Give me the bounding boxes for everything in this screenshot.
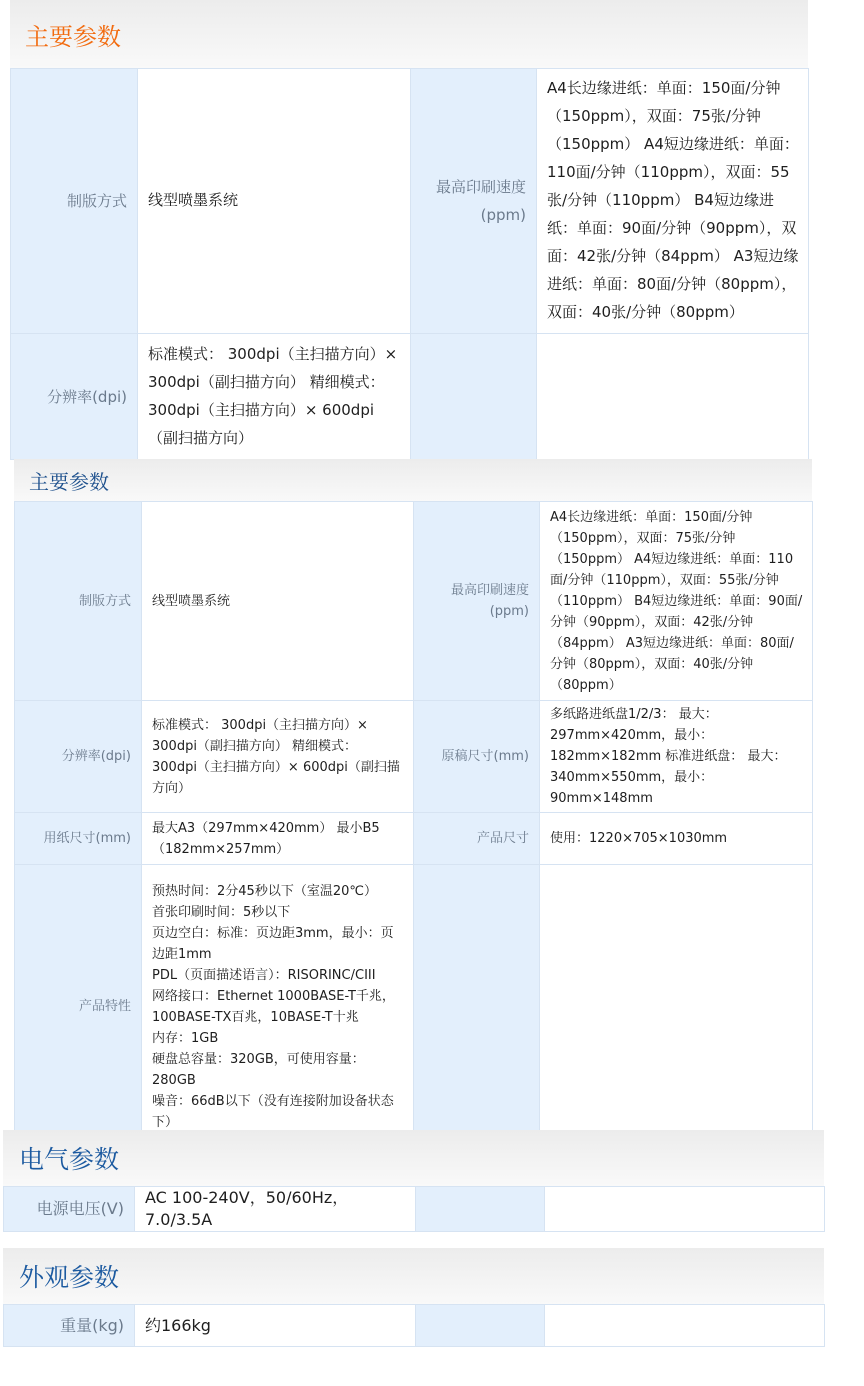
spec-label-weight: 重量(kg) xyxy=(4,1305,135,1347)
spec-value-paper-size: 最大A3（297mm×420mm） 最小B5（182mm×257mm） xyxy=(142,813,414,865)
spec-label-paper-size: 用纸尺寸(mm) xyxy=(15,813,142,865)
feature-line: 网络接口：Ethernet 1000BASE-T千兆，100BASE-TX百兆，10BASE-T十兆 xyxy=(152,988,395,1025)
spec-table xyxy=(14,501,813,1149)
spec-value-empty xyxy=(540,865,813,1149)
spec-label-plate-method: 制版方式 xyxy=(11,69,138,334)
spec-label-resolution: 分辨率(dpi) xyxy=(11,334,138,460)
spec-value-empty xyxy=(537,334,809,460)
spec-value-plate-method: 线型喷墨系统 xyxy=(138,69,411,334)
spec-value-max-print-speed: A4长边缘进纸：单面：150面/分钟（150ppm），双面：75张/分钟（150ppm） A4短边缘进纸：单面：110面/分钟（110ppm），双面：55张/分钟（110ppm） B4短边缘进纸：单面：90面/分钟（90ppm），双面：42张/分钟（84ppm） A3短边缘进纸：单面：80面/分钟（80ppm），双面：40张/分钟（80ppm） xyxy=(540,502,813,701)
spec-label-max-print-speed: 最高印刷速度(ppm) xyxy=(411,69,537,334)
main-params-section-primary xyxy=(10,0,808,460)
feature-line: 内存：1GB xyxy=(152,1030,219,1046)
spec-value-power-voltage: AC 100-240V，50/60Hz，7.0/3.5A xyxy=(135,1187,416,1232)
spec-label-empty xyxy=(416,1305,545,1347)
table-row xyxy=(11,334,809,460)
table-row xyxy=(11,69,809,334)
spec-label-power-voltage: 电源电压(V) xyxy=(4,1187,135,1232)
spec-value-plate-method: 线型喷墨系统 xyxy=(142,502,414,701)
spec-label-resolution: 分辨率(dpi) xyxy=(15,701,142,813)
table-row xyxy=(15,701,813,813)
section-title: 主要参数 xyxy=(29,469,109,494)
spec-value-empty xyxy=(545,1187,825,1232)
spec-value-product-dimensions: 使用：1220×705×1030mm xyxy=(540,813,813,865)
table-row xyxy=(15,865,813,1149)
spec-value-original-size: 多纸路进纸盘1/2/3： 最大：297mm×420mm，最小：182mm×182mm 标准进纸盘： 最大：340mm×550mm，最小：90mm×148mm xyxy=(540,701,813,813)
section-title: 外观参数 xyxy=(19,1263,120,1292)
spec-label-product-features: 产品特性 xyxy=(15,865,142,1149)
spec-label-plate-method: 制版方式 xyxy=(15,502,142,701)
section-header xyxy=(10,0,808,68)
feature-line: 硬盘总容量：320GB，可使用容量：280GB xyxy=(152,1051,365,1088)
spec-value-resolution: 标准模式： 300dpi（主扫描方向）× 300dpi（副扫描方向） 精细模式： 300dpi（主扫描方向）× 600dpi（副扫描方向） xyxy=(142,701,414,813)
spec-table xyxy=(10,68,809,460)
electrical-params-section xyxy=(3,1130,824,1232)
section-header xyxy=(3,1248,824,1304)
spec-value-weight: 约166kg xyxy=(135,1305,416,1347)
main-params-section xyxy=(14,459,812,1149)
spec-label-max-print-speed: 最高印刷速度(ppm) xyxy=(414,502,540,701)
section-title: 电气参数 xyxy=(19,1145,120,1174)
feature-line: 噪音：66dB以下（没有连接附加设备状态下） xyxy=(152,1093,394,1130)
spec-value-resolution: 标准模式： 300dpi（主扫描方向）× 300dpi（副扫描方向） 精细模式： 300dpi（主扫描方向）× 600dpi（副扫描方向） xyxy=(138,334,411,460)
section-header xyxy=(14,459,812,501)
spec-table xyxy=(3,1186,825,1232)
section-header xyxy=(3,1130,824,1186)
spec-value-product-features xyxy=(142,865,414,1149)
section-title: 主要参数 xyxy=(25,22,121,51)
table-row xyxy=(15,502,813,701)
feature-line: 首张印刷时间：5秒以下 xyxy=(152,904,291,920)
feature-line: PDL（页面描述语言）：RISORINC/CIII xyxy=(152,967,376,983)
table-row xyxy=(4,1187,825,1232)
spec-label-empty xyxy=(411,334,537,460)
spec-value-max-print-speed: A4长边缘进纸：单面：150面/分钟（150ppm），双面：75张/分钟（150ppm） A4短边缘进纸：单面：110面/分钟（110ppm），双面：55张/分钟（110ppm） B4短边缘进纸：单面：90面/分钟（90ppm），双面：42张/分钟（84ppm） A3短边缘进纸：单面：80面/分钟（80ppm），双面：40张/分钟（80ppm） xyxy=(537,69,809,334)
feature-line: 预热时间：2分45秒以下（室温20℃） xyxy=(152,883,377,899)
table-row xyxy=(4,1305,825,1347)
spec-table xyxy=(3,1304,825,1347)
spec-label-original-size: 原稿尺寸(mm) xyxy=(414,701,540,813)
spec-label-empty xyxy=(416,1187,545,1232)
spec-label-product-dimensions: 产品尺寸 xyxy=(414,813,540,865)
feature-line: 页边空白：标准：页边距3mm，最小：页边距1mm xyxy=(152,925,394,962)
spec-label-empty xyxy=(414,865,540,1149)
table-row xyxy=(15,813,813,865)
appearance-params-section xyxy=(3,1248,824,1347)
spec-value-empty xyxy=(545,1305,825,1347)
